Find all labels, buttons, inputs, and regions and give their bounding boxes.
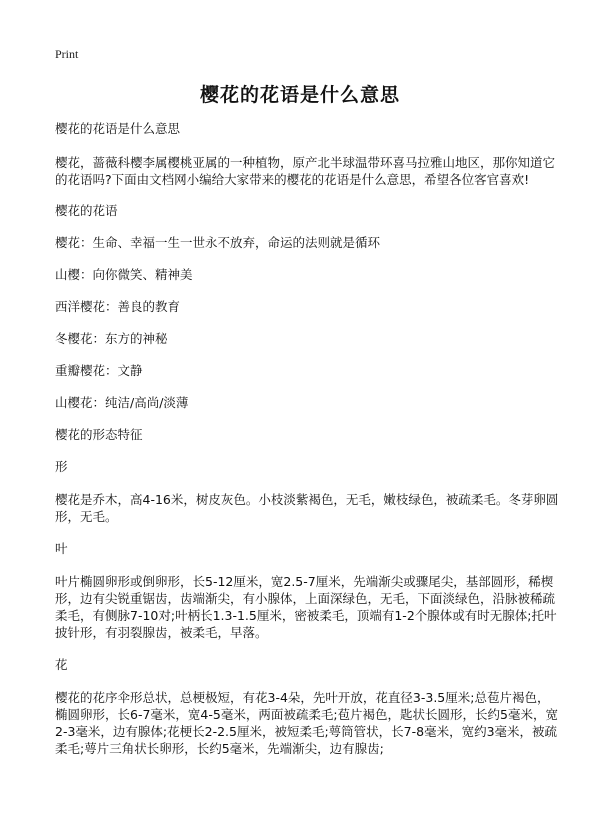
article-body <box>55 120 560 757</box>
flower-language-item: 山樱：向你微笑、精神美 <box>55 267 193 282</box>
section-heading: 樱花的形态特征 <box>55 427 143 442</box>
section-heading: 樱花的花语 <box>55 203 118 218</box>
flower-language-item: 樱花：生命、幸福一生一世永不放弃，命运的法则就是循环 <box>55 235 381 250</box>
body-paragraph: 叶片椭圆卵形或倒卵形，长5-12厘米，宽2.5-7厘米，先端渐尖或骤尾尖，基部圆形，稀楔形，边有尖锐重锯齿，齿端渐尖，有小腺体，上面深绿色，无毛，下面淡绿色，沿脉被稀疏柔毛，有侧脉7-10对;叶柄长1.3-1.5厘米，密被柔毛，顶端有1-2个腺体或有时无腺体;托叶披针形，有羽裂腺齿，被柔毛，早落。 <box>55 574 557 640</box>
subsection-heading: 叶 <box>55 541 68 556</box>
body-paragraph: 樱花是乔木，高4-16米，树皮灰色。小枝淡紫褐色，无毛，嫩枝绿色，被疏柔毛。冬芽卵圆形，无毛。 <box>55 492 559 524</box>
body-paragraph: 樱花的花序伞形总状，总梗极短，有花3-4朵，先叶开放，花直径3-3.5厘米;总苞片褐色，椭圆卵形，长6-7毫米，宽4-5毫米，两面被疏柔毛;苞片褐色，匙状长圆形，长约5毫米，宽2-3毫米，边有腺体;花梗长2-2.5厘米，被短柔毛;萼筒管状，长7-8毫米，宽约3毫米，被疏柔毛;萼片三角状长卵形，长约5毫米，先端渐尖，边有腺齿; <box>55 690 558 756</box>
intro-paragraph: 樱花，蔷薇科樱李属樱桃亚属的一种植物，原产北半球温带环喜马拉雅山地区，那你知道它的花语吗?下面由文档网小编给大家带来的樱花的花语是什么意思，希望各位客官喜欢! <box>55 155 556 187</box>
flower-language-item: 西洋樱花：善良的教育 <box>55 299 181 314</box>
page-title: 樱花的花语是什么意思 <box>199 84 400 106</box>
flower-language-item: 冬樱花：东方的神秘 <box>55 331 168 346</box>
print-link[interactable]: Print <box>55 47 79 61</box>
section-heading: 樱花的花语是什么意思 <box>55 121 181 136</box>
subsection-heading: 形 <box>55 459 68 474</box>
flower-language-item: 山樱花：纯洁/高尚/淡薄 <box>55 395 189 410</box>
flower-language-item: 重瓣樱花：文静 <box>55 363 143 378</box>
subsection-heading: 花 <box>55 657 68 672</box>
